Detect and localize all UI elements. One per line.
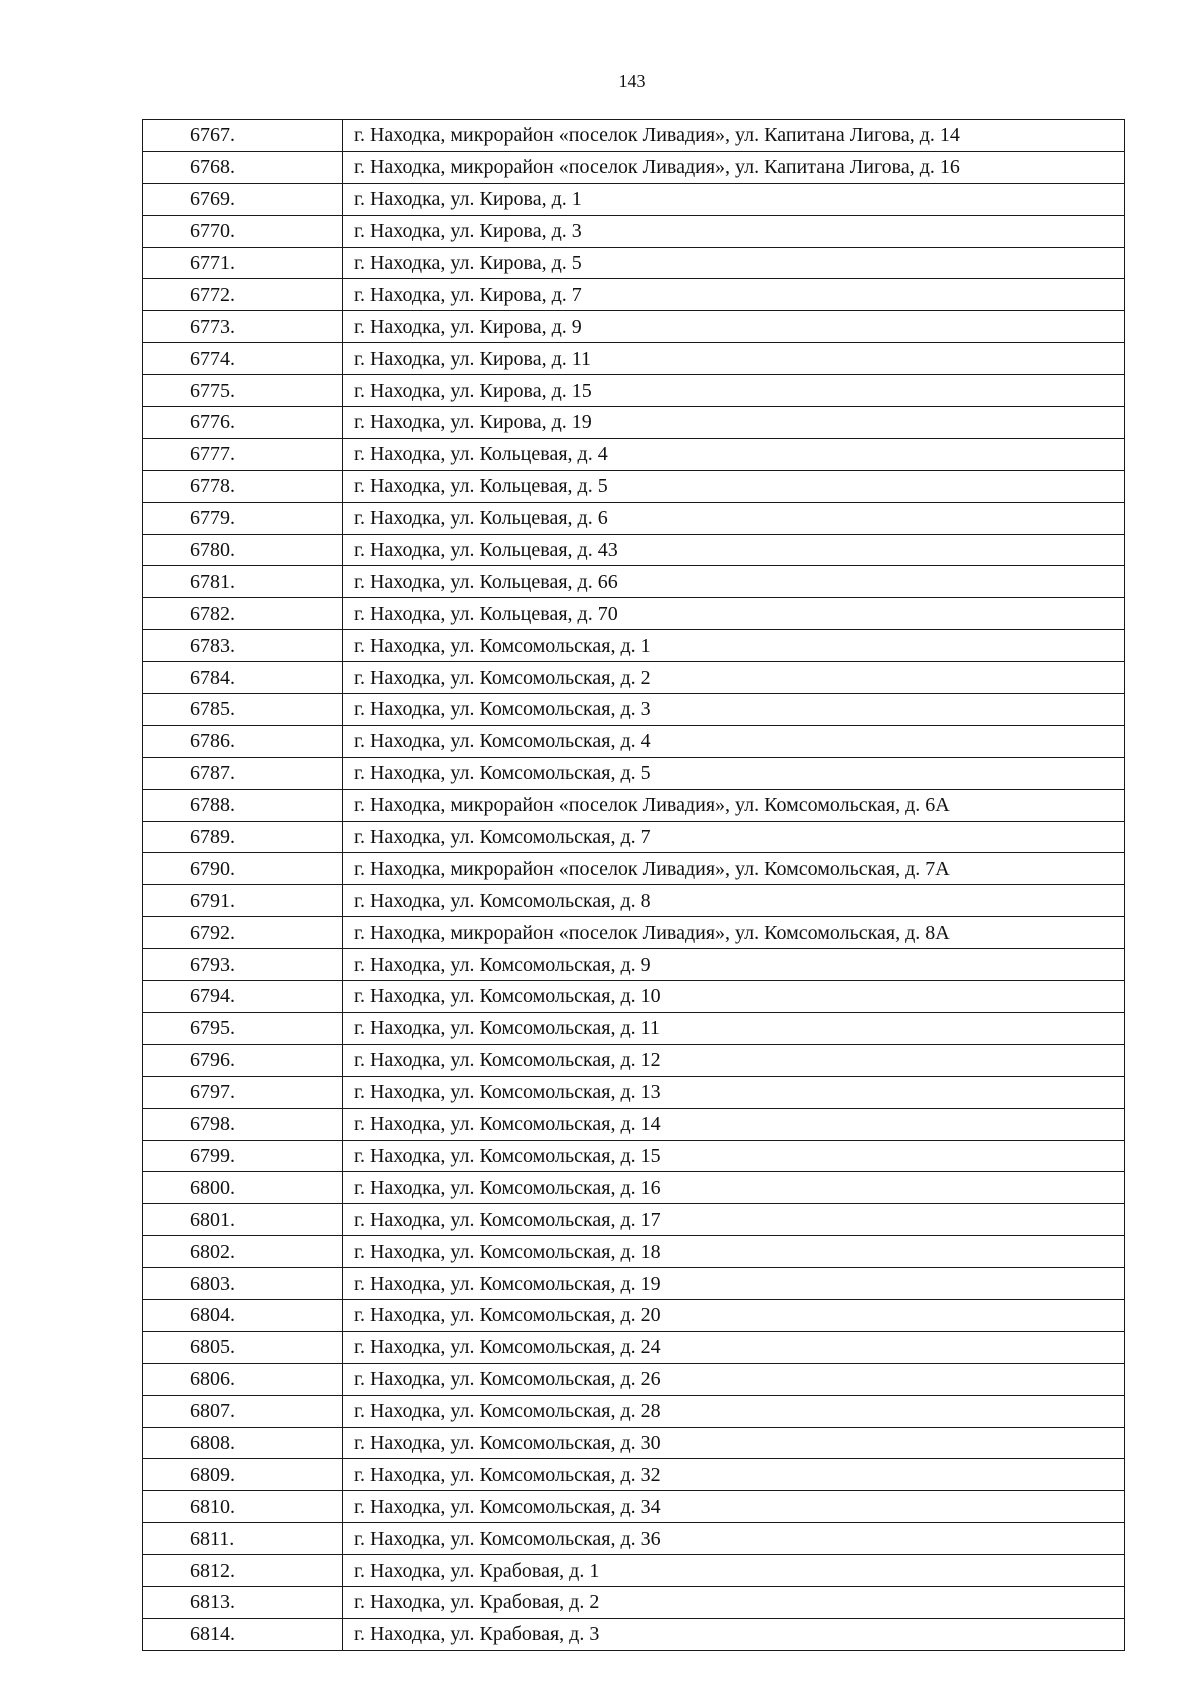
row-number-cell: 6808. xyxy=(143,1427,343,1459)
address-cell: г. Находка, микрорайон «поселок Ливадия», ул. Комсомольская, д. 6А xyxy=(343,789,1125,821)
address-cell: г. Находка, ул. Кольцевая, д. 4 xyxy=(343,438,1125,470)
table-row xyxy=(143,566,1125,598)
address-cell: г. Находка, ул. Кирова, д. 11 xyxy=(343,343,1125,375)
row-number-cell: 6777. xyxy=(143,438,343,470)
address-cell: г. Находка, ул. Комсомольская, д. 28 xyxy=(343,1395,1125,1427)
table-row xyxy=(143,247,1125,279)
address-cell: г. Находка, ул. Комсомольская, д. 19 xyxy=(343,1268,1125,1300)
row-number-cell: 6810. xyxy=(143,1491,343,1523)
table-row xyxy=(143,981,1125,1013)
table-row xyxy=(143,725,1125,757)
address-cell: г. Находка, ул. Кирова, д. 7 xyxy=(343,279,1125,311)
table-row xyxy=(143,1236,1125,1268)
address-cell: г. Находка, ул. Комсомольская, д. 1 xyxy=(343,630,1125,662)
table-row xyxy=(143,630,1125,662)
row-number-cell: 6791. xyxy=(143,885,343,917)
row-number-cell: 6767. xyxy=(143,120,343,152)
table-row xyxy=(143,215,1125,247)
table-row xyxy=(143,1140,1125,1172)
row-number-cell: 6814. xyxy=(143,1618,343,1650)
row-number-cell: 6812. xyxy=(143,1555,343,1587)
address-cell: г. Находка, микрорайон «поселок Ливадия», ул. Капитана Лигова, д. 14 xyxy=(343,120,1125,152)
table-row xyxy=(143,1044,1125,1076)
table-row xyxy=(143,151,1125,183)
row-number-cell: 6797. xyxy=(143,1076,343,1108)
address-cell: г. Находка, ул. Кольцевая, д. 43 xyxy=(343,534,1125,566)
table-row xyxy=(143,1459,1125,1491)
table-row xyxy=(143,534,1125,566)
row-number-cell: 6806. xyxy=(143,1363,343,1395)
table-row xyxy=(143,1555,1125,1587)
table-row xyxy=(143,438,1125,470)
row-number-cell: 6775. xyxy=(143,375,343,407)
address-cell: г. Находка, ул. Кирова, д. 5 xyxy=(343,247,1125,279)
table-row xyxy=(143,407,1125,439)
address-cell: г. Находка, ул. Комсомольская, д. 34 xyxy=(343,1491,1125,1523)
table-row xyxy=(143,1108,1125,1140)
address-cell: г. Находка, ул. Комсомольская, д. 12 xyxy=(343,1044,1125,1076)
address-cell: г. Находка, ул. Комсомольская, д. 24 xyxy=(343,1331,1125,1363)
table-row xyxy=(143,1172,1125,1204)
table-row xyxy=(143,1268,1125,1300)
address-cell: г. Находка, ул. Кирова, д. 9 xyxy=(343,311,1125,343)
address-table-body xyxy=(143,120,1125,1651)
address-cell: г. Находка, ул. Комсомольская, д. 14 xyxy=(343,1108,1125,1140)
address-cell: г. Находка, ул. Комсомольская, д. 36 xyxy=(343,1523,1125,1555)
row-number-cell: 6785. xyxy=(143,694,343,726)
table-row xyxy=(143,470,1125,502)
row-number-cell: 6778. xyxy=(143,470,343,502)
table-row xyxy=(143,1586,1125,1618)
table-row xyxy=(143,1076,1125,1108)
row-number-cell: 6795. xyxy=(143,1012,343,1044)
row-number-cell: 6780. xyxy=(143,534,343,566)
table-row xyxy=(143,375,1125,407)
row-number-cell: 6813. xyxy=(143,1586,343,1618)
address-cell: г. Находка, ул. Комсомольская, д. 20 xyxy=(343,1299,1125,1331)
address-cell: г. Находка, ул. Комсомольская, д. 3 xyxy=(343,694,1125,726)
row-number-cell: 6781. xyxy=(143,566,343,598)
row-number-cell: 6772. xyxy=(143,279,343,311)
address-cell: г. Находка, ул. Комсомольская, д. 9 xyxy=(343,949,1125,981)
table-row xyxy=(143,279,1125,311)
row-number-cell: 6769. xyxy=(143,183,343,215)
address-cell: г. Находка, ул. Комсомольская, д. 7 xyxy=(343,821,1125,853)
address-cell: г. Находка, ул. Кольцевая, д. 66 xyxy=(343,566,1125,598)
table-row xyxy=(143,789,1125,821)
address-cell: г. Находка, ул. Кольцевая, д. 5 xyxy=(343,470,1125,502)
row-number-cell: 6803. xyxy=(143,1268,343,1300)
row-number-cell: 6771. xyxy=(143,247,343,279)
address-cell: г. Находка, ул. Крабовая, д. 1 xyxy=(343,1555,1125,1587)
address-cell: г. Находка, ул. Комсомольская, д. 2 xyxy=(343,662,1125,694)
address-cell: г. Находка, ул. Комсомольская, д. 26 xyxy=(343,1363,1125,1395)
table-row xyxy=(143,1012,1125,1044)
table-row xyxy=(143,1331,1125,1363)
address-cell: г. Находка, ул. Кирова, д. 15 xyxy=(343,375,1125,407)
address-cell: г. Находка, ул. Комсомольская, д. 30 xyxy=(343,1427,1125,1459)
row-number-cell: 6782. xyxy=(143,598,343,630)
address-cell: г. Находка, микрорайон «поселок Ливадия», ул. Комсомольская, д. 8А xyxy=(343,917,1125,949)
table-row xyxy=(143,853,1125,885)
row-number-cell: 6787. xyxy=(143,757,343,789)
row-number-cell: 6788. xyxy=(143,789,343,821)
address-cell: г. Находка, ул. Кольцевая, д. 70 xyxy=(343,598,1125,630)
address-cell: г. Находка, ул. Кирова, д. 3 xyxy=(343,215,1125,247)
table-row xyxy=(143,1204,1125,1236)
row-number-cell: 6799. xyxy=(143,1140,343,1172)
table-row xyxy=(143,1491,1125,1523)
table-row xyxy=(143,183,1125,215)
row-number-cell: 6789. xyxy=(143,821,343,853)
address-cell: г. Находка, ул. Комсомольская, д. 13 xyxy=(343,1076,1125,1108)
address-cell: г. Находка, ул. Кирова, д. 1 xyxy=(343,183,1125,215)
table-row xyxy=(143,311,1125,343)
table-row xyxy=(143,757,1125,789)
table-row xyxy=(143,120,1125,152)
row-number-cell: 6776. xyxy=(143,407,343,439)
table-row xyxy=(143,1395,1125,1427)
row-number-cell: 6790. xyxy=(143,853,343,885)
row-number-cell: 6805. xyxy=(143,1331,343,1363)
row-number-cell: 6796. xyxy=(143,1044,343,1076)
address-cell: г. Находка, ул. Кольцевая, д. 6 xyxy=(343,502,1125,534)
address-cell: г. Находка, микрорайон «поселок Ливадия», ул. Капитана Лигова, д. 16 xyxy=(343,151,1125,183)
row-number-cell: 6794. xyxy=(143,981,343,1013)
table-row xyxy=(143,1363,1125,1395)
address-cell: г. Находка, ул. Комсомольская, д. 17 xyxy=(343,1204,1125,1236)
table-row xyxy=(143,821,1125,853)
table-row xyxy=(143,343,1125,375)
row-number-cell: 6802. xyxy=(143,1236,343,1268)
address-cell: г. Находка, ул. Крабовая, д. 2 xyxy=(343,1586,1125,1618)
address-cell: г. Находка, ул. Кирова, д. 19 xyxy=(343,407,1125,439)
row-number-cell: 6801. xyxy=(143,1204,343,1236)
table-row xyxy=(143,694,1125,726)
table-row xyxy=(143,949,1125,981)
address-cell: г. Находка, ул. Комсомольская, д. 16 xyxy=(343,1172,1125,1204)
row-number-cell: 6770. xyxy=(143,215,343,247)
address-cell: г. Находка, ул. Комсомольская, д. 5 xyxy=(343,757,1125,789)
row-number-cell: 6798. xyxy=(143,1108,343,1140)
row-number-cell: 6792. xyxy=(143,917,343,949)
page-number: 143 xyxy=(618,71,646,91)
row-number-cell: 6779. xyxy=(143,502,343,534)
row-number-cell: 6793. xyxy=(143,949,343,981)
address-cell: г. Находка, ул. Комсомольская, д. 11 xyxy=(343,1012,1125,1044)
row-number-cell: 6811. xyxy=(143,1523,343,1555)
row-number-cell: 6774. xyxy=(143,343,343,375)
address-cell: г. Находка, ул. Комсомольская, д. 4 xyxy=(343,725,1125,757)
address-cell: г. Находка, ул. Комсомольская, д. 10 xyxy=(343,981,1125,1013)
address-cell: г. Находка, ул. Комсомольская, д. 18 xyxy=(343,1236,1125,1268)
table-row xyxy=(143,662,1125,694)
address-cell: г. Находка, ул. Крабовая, д. 3 xyxy=(343,1618,1125,1650)
table-row xyxy=(143,1299,1125,1331)
table-row xyxy=(143,1618,1125,1650)
table-row xyxy=(143,598,1125,630)
row-number-cell: 6768. xyxy=(143,151,343,183)
table-row xyxy=(143,1427,1125,1459)
row-number-cell: 6773. xyxy=(143,311,343,343)
row-number-cell: 6809. xyxy=(143,1459,343,1491)
table-row xyxy=(143,917,1125,949)
address-cell: г. Находка, ул. Комсомольская, д. 32 xyxy=(343,1459,1125,1491)
row-number-cell: 6804. xyxy=(143,1299,343,1331)
row-number-cell: 6786. xyxy=(143,725,343,757)
table-row xyxy=(143,885,1125,917)
row-number-cell: 6807. xyxy=(143,1395,343,1427)
address-cell: г. Находка, микрорайон «поселок Ливадия», ул. Комсомольская, д. 7А xyxy=(343,853,1125,885)
row-number-cell: 6784. xyxy=(143,662,343,694)
address-table xyxy=(142,119,1125,1651)
table-row xyxy=(143,502,1125,534)
row-number-cell: 6800. xyxy=(143,1172,343,1204)
row-number-cell: 6783. xyxy=(143,630,343,662)
table-row xyxy=(143,1523,1125,1555)
address-cell: г. Находка, ул. Комсомольская, д. 15 xyxy=(343,1140,1125,1172)
address-cell: г. Находка, ул. Комсомольская, д. 8 xyxy=(343,885,1125,917)
